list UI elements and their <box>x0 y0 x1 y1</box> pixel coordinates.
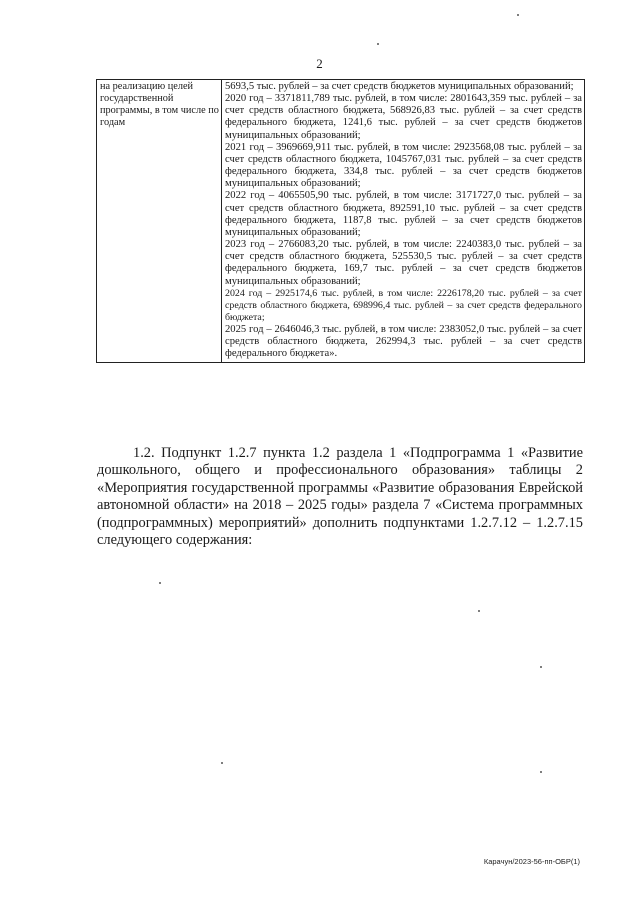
amendment-paragraph: 1.2. Подпункт 1.2.7 пункта 1.2 раздела 1 «Подпрограмма 1 «Развитие дошкольного, общего и профессионального образования» таблицы 2 «Мероприятия государственной программы «Развитие образования Еврейской автономной области» на 2018 – 2025 годы» раздела 7 «Система программных (подпрограммных) мероприятий» дополнить подпунктами 1.2.7.12 – 1.2.7.15 следующего содержания: <box>97 445 583 549</box>
table-row <box>97 80 585 363</box>
table-line-municipal-remainder: 5693,5 тыс. рублей – за счет средств бюджетов муниципальных образований; <box>225 81 574 92</box>
table-cell-values <box>222 80 585 363</box>
table-line-2025: 2025 год – 2646046,3 тыс. рублей, в том числе: 2383052,0 тыс. рублей – за счет средств областного бюджета, 262994,3 тыс. рублей – за счет средств федерального бюджета». <box>225 324 582 360</box>
scan-speck <box>221 762 223 764</box>
budget-table <box>96 79 585 363</box>
table-cell-label: на реализацию целей государственной программы, в том числе по годам <box>97 80 222 363</box>
table-line-2021: 2021 год – 3969669,911 тыс. рублей, в том числе: 2923568,08 тыс. рублей – за счет средств областного бюджета, 1045767,031 тыс. рублей – за счет средств федерального бюджета, 334,8 тыс. рублей – за счет средств бюджетов муниципальных образований; <box>225 141 582 190</box>
table-line-2024: 2024 год – 2925174,6 тыс. рублей, в том числе: 2226178,20 тыс. рублей – за счет средств областного бюджета, 698996,4 тыс. рублей – за счет средств федерального бюджета; <box>225 287 582 323</box>
scan-speck <box>377 43 379 45</box>
scan-speck <box>159 582 161 584</box>
scan-speck <box>478 610 480 612</box>
table-line-2023: 2023 год – 2766083,20 тыс. рублей, в том числе: 2240383,0 тыс. рублей – за счет средств областного бюджета, 525530,5 тыс. рублей – за счет средств федерального бюджета, 169,7 тыс. рублей – за счет средств бюджетов муниципальных образований; <box>225 239 582 287</box>
document-code: Карачун/2023-56-пп-ОБР(1) <box>483 857 580 866</box>
scan-speck <box>540 666 542 668</box>
scan-speck <box>540 771 542 773</box>
scan-speck <box>517 14 519 16</box>
table-line-2022: 2022 год – 4065505,90 тыс. рублей, в том числе: 3171727,0 тыс. рублей – за счет средств областного бюджета, 892591,10 тыс. рублей – за счет средств федерального бюджета, 1187,8 тыс. рублей – за счет средств бюджетов муниципальных образований; <box>225 190 582 238</box>
page-number: 2 <box>316 56 323 71</box>
table-line-2020: 2020 год – 3371811,789 тыс. рублей, в том числе: 2801643,359 тыс. рублей – за счет средств областного бюджета, 568926,83 тыс. рублей – за счет средств федерального бюджета, 1241,6 тыс. рублей – за счет средств бюджетов муниципальных образований; <box>225 93 582 141</box>
